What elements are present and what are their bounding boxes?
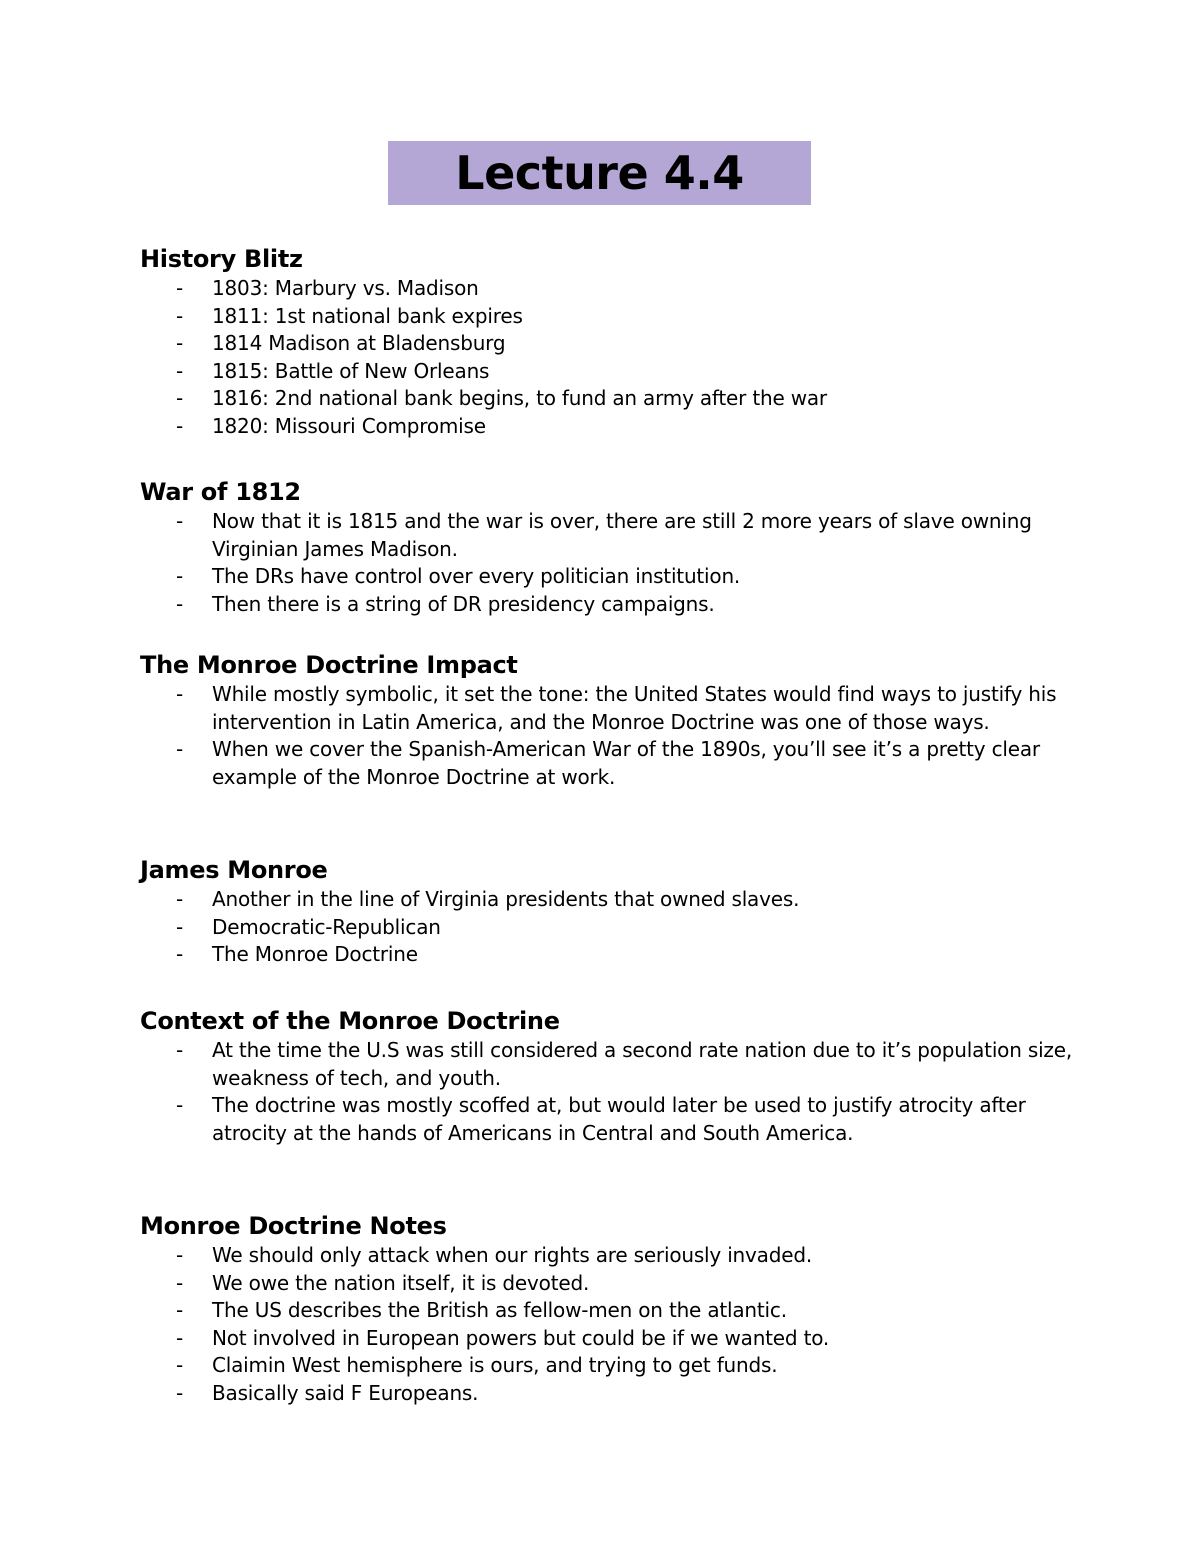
bullet-list — [140, 681, 1080, 791]
section-heading: War of 1812 — [140, 478, 301, 506]
dash-bullet: - — [176, 1038, 184, 1062]
list-item: - The doctrine was mostly scoffed at, but would later be used to justify atrocity after atrocity at the hands of Americans in Central and South America. — [176, 1093, 1026, 1145]
list-item: - Not involved in European powers but could be if we wanted to. — [140, 1325, 1080, 1353]
dash-bullet: - — [176, 1093, 184, 1118]
dash-bullet: - — [176, 413, 184, 438]
dash-bullet: - — [176, 358, 184, 383]
list-item: - 1811: 1st national bank expires — [140, 303, 1080, 331]
title-banner — [388, 141, 811, 205]
dash-bullet: - — [176, 509, 184, 533]
list-item: - Claimin West hemisphere is ours, and trying to get funds. — [140, 1352, 1080, 1380]
list-item: - Democratic-Republican — [140, 914, 1080, 942]
dash-bullet: - — [176, 564, 184, 589]
section-james-monroe — [140, 854, 1080, 969]
list-item: - The US describes the British as fellow-men on the atlantic. — [140, 1297, 1080, 1325]
dash-bullet: - — [176, 1380, 184, 1405]
dash-bullet: - — [176, 303, 184, 328]
list-item: - At the time the U.S was still considered a second rate nation due to it’s population size, weakness of tech, and youth. — [176, 1038, 1072, 1090]
dash-bullet: - — [176, 942, 184, 967]
dash-bullet: - — [176, 591, 184, 616]
list-item: - Basically said F Europeans. — [140, 1380, 1080, 1408]
dash-bullet: - — [176, 1298, 184, 1323]
list-item: - We owe the nation itself, it is devoted. — [140, 1270, 1080, 1298]
dash-bullet: - — [176, 1243, 184, 1267]
list-item: - We should only attack when our rights are seriously invaded. — [140, 1242, 1080, 1270]
list-item: - 1820: Missouri Compromise — [140, 413, 1080, 441]
bullet-list — [140, 508, 1080, 618]
list-item: - When we cover the Spanish-American War of the 1890s, you’ll see it’s a pretty clear example of the Monroe Doctrine at work. — [176, 737, 1040, 789]
bullet-list — [140, 1037, 1080, 1147]
list-item: - 1815: Battle of New Orleans — [140, 358, 1080, 386]
dash-bullet: - — [176, 1270, 184, 1295]
list-item: - The Monroe Doctrine — [140, 941, 1080, 969]
list-item: - 1814 Madison at Bladensburg — [140, 330, 1080, 358]
section-heading: Monroe Doctrine Notes — [140, 1212, 447, 1240]
list-item: - Another in the line of Virginia presidents that owned slaves. — [140, 886, 1080, 914]
section-monroe-doctrine-impact — [140, 649, 1080, 791]
bullet-list — [140, 1242, 1080, 1408]
dash-bullet: - — [176, 737, 184, 762]
dash-bullet: - — [176, 331, 184, 356]
section-context-monroe-doctrine — [140, 1005, 1080, 1147]
list-item: - While mostly symbolic, it set the tone: the United States would find ways to justify his intervention in Latin America, and the Monroe Doctrine was one of those ways. — [176, 682, 1057, 734]
list-item: - Now that it is 1815 and the war is over, there are still 2 more years of slave owning Virginian James Madison. — [176, 509, 1032, 561]
dash-bullet: - — [176, 887, 184, 911]
page-title: Lecture 4.4 — [455, 146, 744, 200]
dash-bullet: - — [176, 1353, 184, 1378]
list-item: - The DRs have control over every politician institution. — [140, 563, 1080, 591]
section-heading: The Monroe Doctrine Impact — [140, 651, 518, 679]
section-heading: History Blitz — [140, 245, 303, 273]
bullet-list — [140, 275, 1080, 441]
dash-bullet: - — [176, 386, 184, 411]
section-history-blitz — [140, 243, 1080, 441]
section-heading: James Monroe — [140, 856, 328, 884]
dash-bullet: - — [176, 276, 184, 300]
list-item: - 1816: 2nd national bank begins, to fund an army after the war — [140, 385, 1080, 413]
section-war-of-1812 — [140, 476, 1080, 618]
list-item: - Then there is a string of DR presidency campaigns. — [140, 591, 1080, 619]
bullet-list — [140, 886, 1080, 969]
section-heading: Context of the Monroe Doctrine — [140, 1007, 560, 1035]
list-item: - 1803: Marbury vs. Madison — [140, 275, 1080, 303]
dash-bullet: - — [176, 682, 184, 706]
section-monroe-doctrine-notes — [140, 1210, 1080, 1408]
dash-bullet: - — [176, 914, 184, 939]
dash-bullet: - — [176, 1325, 184, 1350]
